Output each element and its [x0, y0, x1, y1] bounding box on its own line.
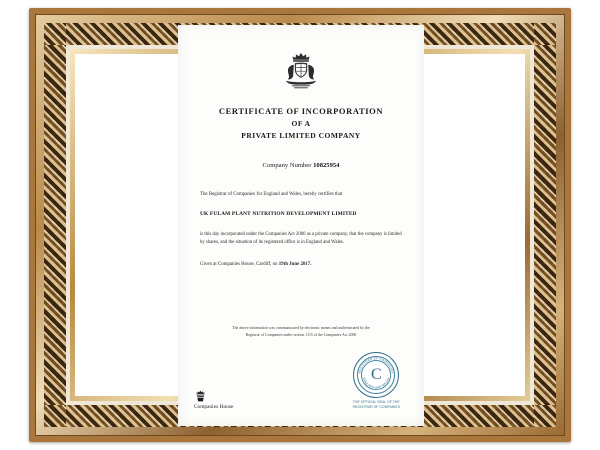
- seal-caption: [353, 400, 400, 410]
- company-name: UK FULAM PLANT NUTRITION DEVELOPMENT LIMITED: [200, 210, 357, 217]
- seal-graphic: [353, 352, 399, 398]
- company-number-value: 10825954: [313, 162, 340, 170]
- authentication-footnote: [178, 325, 424, 339]
- company-number-label: Company Number: [262, 162, 312, 170]
- seal-arc-bottom-text: ENGLAND AND WALES: [362, 377, 391, 390]
- given-at-date: 19th June 2017.: [278, 261, 312, 267]
- certificate-paper: [178, 25, 424, 426]
- seal-caption-line-2: REGISTRAR OF COMPANIES: [352, 405, 400, 410]
- footnote-line-2: Registrar of Companies under section 1115 of the Companies Act 2006: [245, 333, 357, 338]
- royal-coat-of-arms-icon: [178, 51, 424, 93]
- given-at-prefix: Given at Companies House, Cardiff, on: [200, 261, 279, 267]
- companies-house-logo: [194, 390, 233, 410]
- certificate-title-line-3: PRIVATE LIMITED COMPANY: [241, 130, 361, 140]
- certificate-title-line-1: CERTIFICATE OF INCORPORATION: [218, 106, 384, 116]
- official-seal: [353, 352, 400, 410]
- certificate-body: [200, 191, 402, 266]
- certificate-title: [178, 105, 424, 141]
- certificate-footer: [178, 352, 424, 410]
- seal-monogram: C: [370, 366, 382, 384]
- seal-caption-line-1: THE OFFICIAL SEAL OF THE: [352, 400, 400, 405]
- registrar-statement: The Registrar of Companies for England and Wales, hereby certifies that: [200, 192, 343, 198]
- company-number: [178, 162, 424, 169]
- companies-house-wordmark: Companies House: [194, 404, 234, 410]
- companies-house-crown-icon: [194, 390, 207, 402]
- certificate-title-line-2: OF A: [291, 119, 311, 129]
- incorporation-paragraph: is this day incorporated under the Companies Act 2006 as a private company, that the company is limited by shares, and the situation of its registered office is in England and Wales.: [200, 231, 402, 246]
- footnote-line-1: The above information was communicated by electronic means and authenticated by the: [232, 326, 370, 330]
- given-at-line: [200, 262, 402, 267]
- seal-arc-top-text: REGISTRAR OF COMPANIES: [357, 356, 395, 375]
